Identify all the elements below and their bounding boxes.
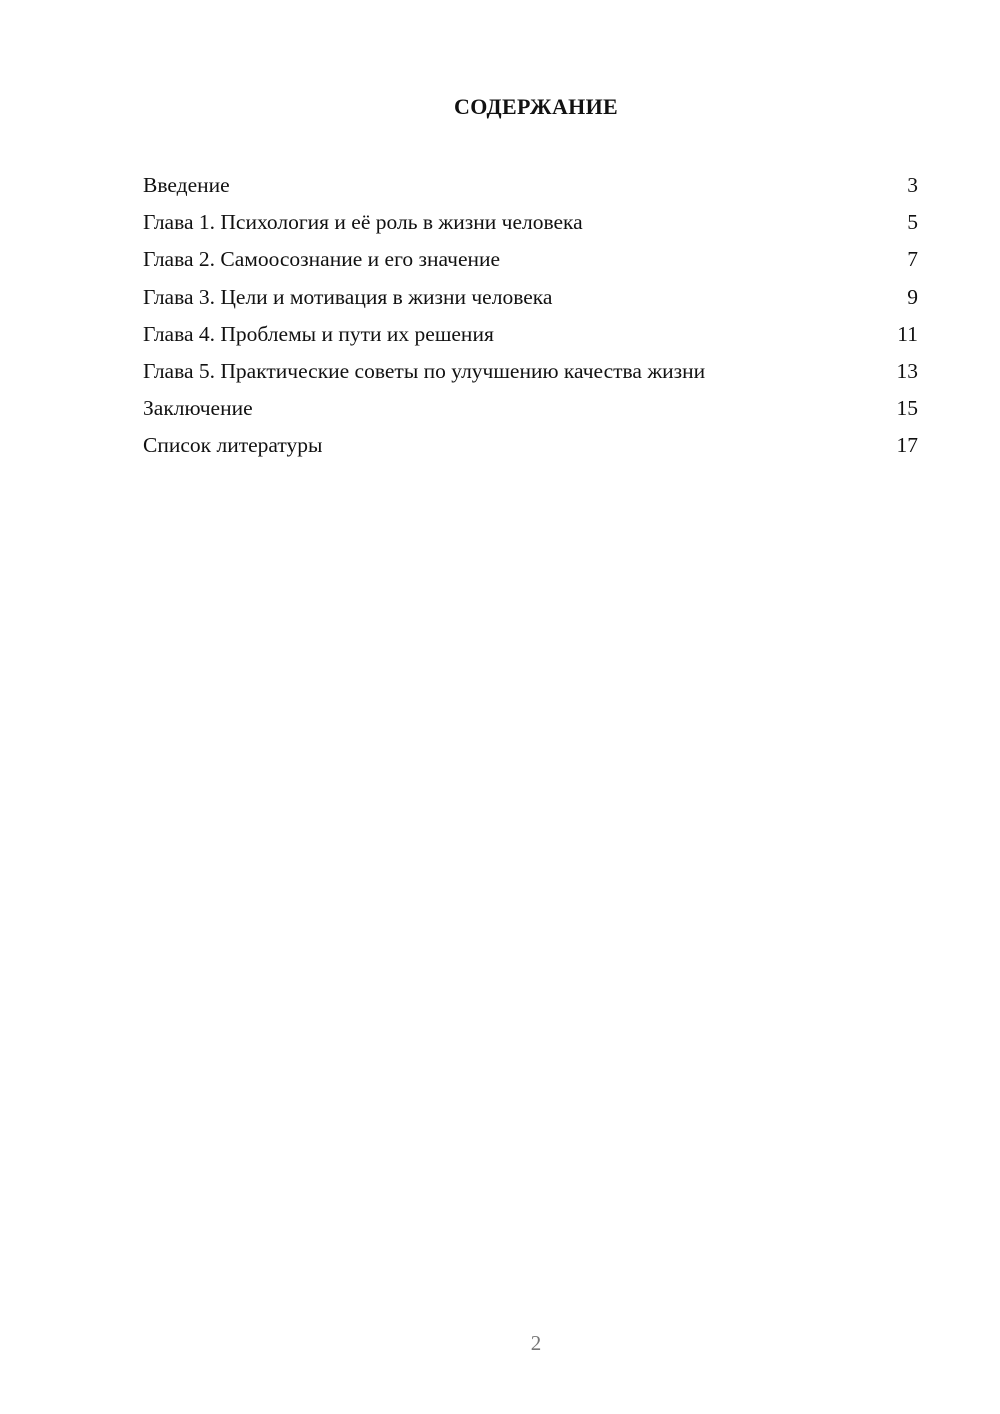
- toc-entry-title: Заключение: [143, 396, 253, 421]
- toc-entry-page: 11: [897, 321, 918, 346]
- toc-entry: [143, 393, 918, 430]
- toc-entry-page: 3: [907, 173, 918, 197]
- toc-entry-page: 15: [896, 396, 918, 421]
- toc-entry-title: Глава 5. Практические советы по улучшению качества жизни: [143, 358, 706, 383]
- toc-entry-title: Глава 4. Проблемы и пути их решения: [143, 321, 494, 346]
- toc-entry: [143, 319, 918, 356]
- toc-entry: [143, 356, 918, 393]
- toc-entry: [143, 244, 918, 281]
- toc-entry: [143, 170, 918, 207]
- toc-title: СОДЕРЖАНИЕ: [454, 94, 618, 119]
- toc-entry-title: Введение: [143, 173, 230, 197]
- page-number: 2: [530, 1331, 542, 1355]
- toc-entry-page: 17: [896, 433, 918, 458]
- toc-entry: [143, 207, 918, 244]
- toc-entry-page: 7: [907, 247, 918, 272]
- toc-entry-title: Глава 1. Психология и её роль в жизни человека: [143, 210, 583, 235]
- toc-entry: [143, 430, 918, 467]
- toc-entry-title: Список литературы: [143, 433, 323, 458]
- toc-entry-title: Глава 2. Самоосознание и его значение: [143, 247, 501, 272]
- toc-entry: [143, 282, 918, 319]
- toc-entry-page: 13: [896, 358, 918, 383]
- toc-entry-page: 5: [907, 210, 918, 235]
- toc-entry-title: Глава 3. Цели и мотивация в жизни человека: [143, 284, 553, 309]
- toc-list: [143, 170, 918, 468]
- toc-entry-page: 9: [907, 284, 918, 309]
